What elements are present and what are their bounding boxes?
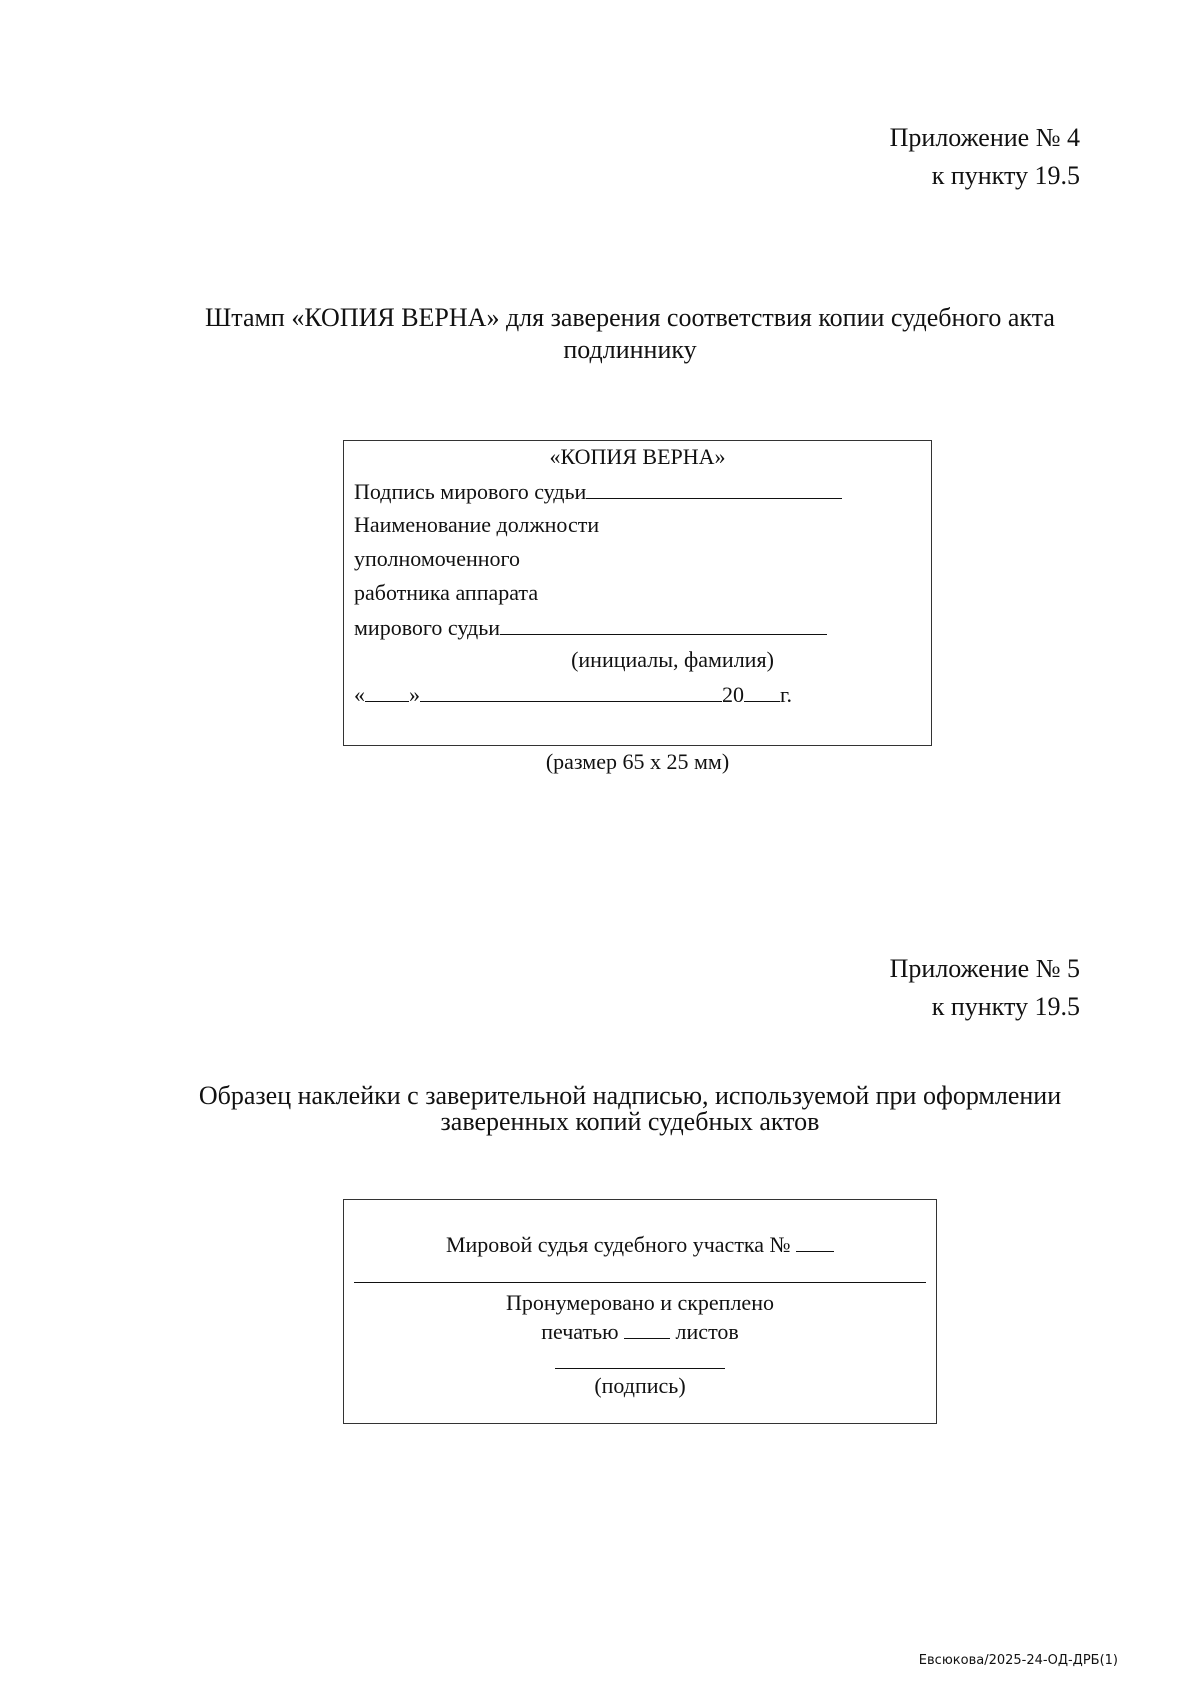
sticker-numbered-line-1: Пронумеровано и скреплено — [506, 1290, 774, 1315]
stamp-date-row — [354, 681, 792, 708]
stamp-signature-label: Подпись мирового судьи — [354, 479, 587, 504]
date-month-blank — [420, 681, 722, 702]
copy-correct-stamp — [343, 440, 932, 746]
stamp-position-line-3: работника аппарата — [354, 580, 539, 605]
sticker-sheets-post: листов — [675, 1319, 739, 1344]
sticker-section-title — [150, 1083, 1110, 1135]
appendix-5-header — [890, 950, 1080, 1026]
sheets-count-blank — [624, 1318, 670, 1339]
sticker-divider — [354, 1282, 926, 1283]
stamp-heading: «КОПИЯ ВЕРНА» — [549, 444, 726, 469]
sticker-signature-caption: (подпись) — [594, 1373, 686, 1398]
stamp-initials-caption: (инициалы, фамилия) — [571, 647, 774, 672]
date-year-blank — [744, 681, 780, 702]
stamp-position-line-4: мирового судьи — [354, 615, 500, 640]
appendix-5-number: Приложение № 5 — [889, 954, 1080, 983]
sticker-sheets-row — [344, 1318, 936, 1345]
date-year-suffix: г. — [780, 682, 793, 707]
certification-sticker — [343, 1199, 937, 1424]
signature-blank-line — [586, 478, 842, 499]
sticker-title-line-1: Образец наклейки с заверительной надписью, используемой при оформлении — [198, 1081, 1062, 1110]
stamp-position-line-2: уполномоченного — [354, 546, 521, 571]
date-century: 20 — [722, 682, 744, 707]
sticker-signature-line — [555, 1368, 725, 1369]
stamp-size-note: (размер 65 х 25 мм) — [545, 749, 730, 774]
sticker-judge-row — [344, 1231, 936, 1258]
document-code-footer: Евсюкова/2025-24-ОД-ДРБ(1) — [918, 1653, 1118, 1668]
appendix-4-reference: к пункту 19.5 — [931, 161, 1080, 190]
date-close-quote: » — [409, 682, 420, 707]
stamp-title-line-1: Штамп «КОПИЯ ВЕРНА» для заверения соответствия копии судебного акта — [205, 303, 1055, 332]
stamp-section-title — [150, 302, 1110, 366]
appendix-4-number: Приложение № 4 — [889, 123, 1080, 152]
district-number-blank — [796, 1231, 834, 1252]
sticker-judge-label: Мировой судья судебного участка № — [445, 1232, 791, 1257]
stamp-title-line-2: подлиннику — [563, 335, 697, 364]
date-open-quote: « — [354, 682, 365, 707]
initials-blank-line — [500, 614, 827, 635]
sticker-sheets-pre: печатью — [541, 1319, 619, 1344]
appendix-5-reference: к пункту 19.5 — [931, 992, 1080, 1021]
stamp-position-line-1: Наименование должности — [354, 512, 600, 537]
date-day-blank — [365, 681, 409, 702]
appendix-4-header — [890, 119, 1080, 195]
stamp-signature-row — [354, 478, 842, 505]
sticker-title-line-2: заверенных копий судебных актов — [440, 1107, 820, 1136]
stamp-judge-row — [354, 614, 827, 641]
